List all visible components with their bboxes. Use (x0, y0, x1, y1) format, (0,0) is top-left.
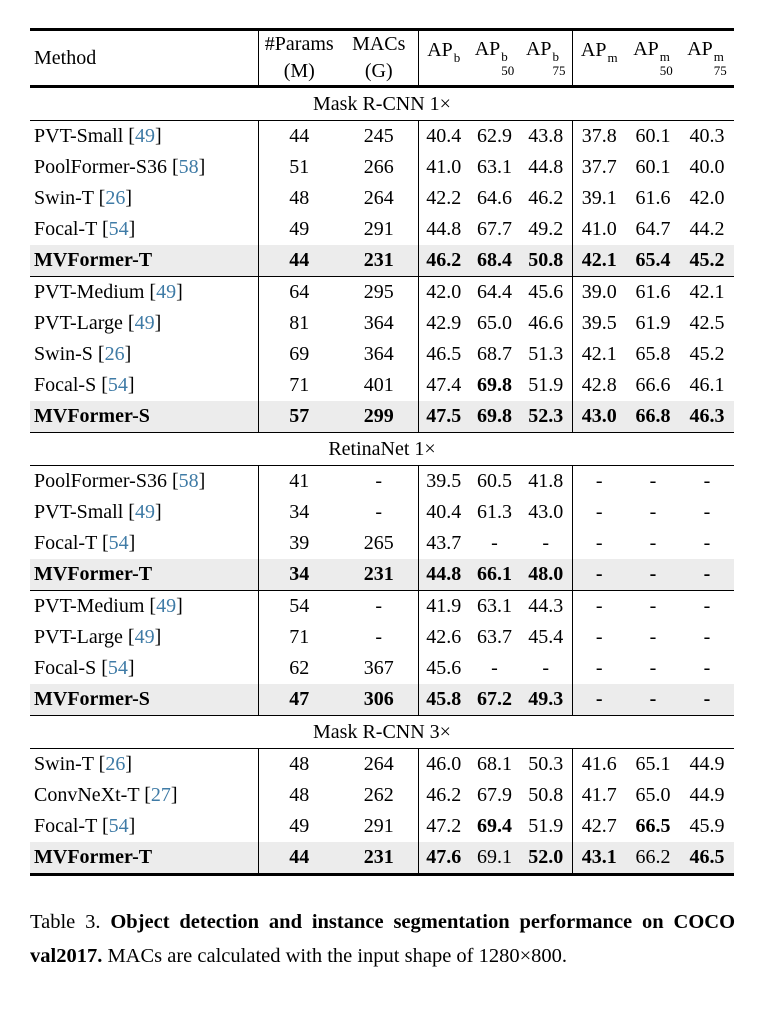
cell-apm: - (572, 466, 626, 498)
cell-apb75: 45.6 (528, 281, 564, 303)
cell-apb75: 48.0 (520, 559, 572, 591)
cell-apb: 46.2 (418, 245, 469, 277)
cell-apb75: 45.4 (528, 626, 564, 648)
cell-macs: - (375, 626, 383, 648)
citation-link[interactable]: 58 (178, 156, 199, 178)
cell-apb75: 50.8 (528, 784, 564, 806)
cell-params: 41 (258, 466, 340, 498)
cell-apm50: 65.0 (635, 784, 671, 806)
table-row (30, 684, 734, 716)
cell-apm: 42.8 (572, 370, 626, 401)
method-cell: PVT-Large [49] (34, 312, 162, 334)
section-title: Mask R-CNN 1× (313, 92, 451, 115)
cell-macs: 401 (363, 374, 394, 396)
cell-apm50: 65.8 (635, 343, 671, 365)
citation-link[interactable]: 54 (108, 532, 129, 554)
table-row (30, 591, 734, 623)
col-header-ap-m: AP m (572, 30, 626, 87)
method-cell: PVT-Medium [49] (34, 281, 183, 303)
method-name: MVFormer-T (34, 563, 153, 585)
method-cell: Focal-T [54] (34, 815, 136, 837)
cell-apb: 40.4 (418, 497, 469, 528)
table-row (30, 370, 734, 401)
cell-apm50: 61.9 (635, 312, 671, 334)
cell-macs: 367 (363, 657, 394, 679)
cell-apm75: 42.0 (689, 187, 725, 209)
cell-apb50: 64.4 (477, 281, 512, 303)
cell-apb50: 68.4 (469, 245, 520, 277)
citation-link[interactable]: 27 (150, 784, 171, 806)
cell-apm: 43.0 (572, 401, 626, 433)
method-name: PVT-Medium (34, 281, 145, 303)
cell-apm75: 44.9 (689, 753, 725, 775)
cell-params: 34 (258, 497, 340, 528)
cell-apb: 44.8 (418, 559, 469, 591)
method-cell (30, 401, 258, 433)
method-name: Focal-T (34, 815, 97, 837)
cell-apm: 41.7 (572, 780, 626, 811)
table-row (30, 121, 734, 153)
section-title: Mask R-CNN 3× (313, 720, 451, 743)
cell-apm75: - (680, 559, 734, 591)
cell-apm50: - (626, 559, 680, 591)
cell-apm50: 65.4 (626, 245, 680, 277)
cell-apb: 46.5 (418, 339, 469, 370)
cell-params: 47 (258, 684, 340, 716)
cell-apb: 39.5 (418, 466, 469, 498)
table-header (30, 30, 734, 87)
cell-params: 71 (258, 622, 340, 653)
method-name: PoolFormer-S36 (34, 156, 167, 178)
cell-macs: 264 (363, 753, 394, 775)
cell-apm75: - (703, 595, 711, 617)
cell-params: 81 (258, 308, 340, 339)
cell-apm75: 45.9 (689, 815, 725, 837)
col-header-ap-m75: AP m 75 (687, 38, 727, 78)
cell-apm75: - (703, 470, 711, 492)
cell-params: 49 (258, 811, 340, 842)
cell-params: 48 (258, 780, 340, 811)
cell-macs: 306 (340, 684, 418, 716)
method-cell: PVT-Small [49] (34, 501, 162, 523)
cell-params: 34 (258, 559, 340, 591)
cell-apb50: 63.1 (477, 156, 512, 178)
method-name: Focal-T (34, 532, 97, 554)
cell-apb50: 63.7 (477, 626, 512, 648)
table-row (30, 183, 734, 214)
cell-apm75: 46.5 (680, 842, 734, 875)
section-title-row (30, 433, 734, 466)
cell-params: 51 (258, 152, 340, 183)
table-row (30, 466, 734, 498)
cell-macs: 231 (340, 842, 418, 875)
cell-apb: 42.6 (418, 622, 469, 653)
cell-apm50: 66.5 (635, 815, 671, 837)
cell-apm75: 45.2 (680, 245, 734, 277)
cell-apb: 46.0 (418, 749, 469, 781)
cell-apb50: 67.9 (477, 784, 512, 806)
method-cell: PoolFormer-S36 [58] (34, 156, 206, 178)
method-name: PVT-Medium (34, 595, 145, 617)
cell-apm75: - (680, 684, 734, 716)
caption-label: Table 3. (30, 911, 101, 933)
cell-apb50: 69.1 (469, 842, 520, 875)
cell-apm: 39.5 (572, 308, 626, 339)
method-cell: PVT-Small [49] (34, 125, 162, 147)
cell-params: 69 (258, 339, 340, 370)
cell-apb: 40.4 (418, 121, 469, 153)
cell-apb: 44.8 (418, 214, 469, 245)
method-cell: ConvNeXt-T [27] (34, 784, 178, 806)
method-name: PVT-Large (34, 312, 123, 334)
cell-apm: 41.6 (572, 749, 626, 781)
cell-macs: 291 (363, 815, 394, 837)
cell-apm: 37.7 (572, 152, 626, 183)
cell-apb75: 50.8 (520, 245, 572, 277)
cell-apb: 43.7 (418, 528, 469, 559)
table-row (30, 749, 734, 781)
cell-apm75: - (703, 626, 711, 648)
cell-macs: - (375, 501, 383, 523)
method-cell: Swin-S [26] (34, 343, 132, 365)
cell-params: 71 (258, 370, 340, 401)
cell-apm50: - (649, 470, 657, 492)
table-row (30, 401, 734, 433)
cell-apb75: - (542, 657, 550, 679)
cell-apm: - (572, 528, 626, 559)
col-header-ap-b75: AP b 75 (525, 38, 566, 78)
cell-apb50: 65.0 (477, 312, 512, 334)
cell-apb: 42.2 (418, 183, 469, 214)
cell-apm75: 40.0 (689, 156, 725, 178)
method-cell: Swin-T [26] (34, 187, 132, 209)
cell-apb: 45.6 (418, 653, 469, 684)
method-name: Swin-T (34, 753, 94, 775)
method-name: Focal-S (34, 374, 97, 396)
cell-macs: 262 (363, 784, 394, 806)
cell-apb50: 66.1 (469, 559, 520, 591)
method-name: MVFormer-S (34, 688, 150, 710)
table-row (30, 559, 734, 591)
cell-macs: - (375, 595, 383, 617)
cell-apm50: 66.2 (626, 842, 680, 875)
cell-apb: 47.4 (418, 370, 469, 401)
method-name: Focal-S (34, 657, 97, 679)
cell-apb75: 41.8 (528, 470, 564, 492)
method-name: PVT-Small (34, 501, 124, 523)
table-row (30, 811, 734, 842)
cell-apb50: 67.2 (469, 684, 520, 716)
cell-apb50: 61.3 (477, 501, 512, 523)
cell-macs: - (375, 470, 383, 492)
cell-apb50: 62.9 (477, 125, 512, 147)
method-name: PoolFormer-S36 (34, 470, 167, 492)
method-name: Swin-S (34, 343, 93, 365)
col-header-ap-b50: AP b 50 (474, 38, 515, 78)
cell-apb75: 50.3 (528, 753, 564, 775)
cell-apb75: 44.8 (528, 156, 564, 178)
method-cell (30, 684, 258, 716)
cell-apm50: 61.6 (635, 187, 671, 209)
table-row (30, 277, 734, 309)
citation-link[interactable]: 26 (104, 343, 125, 365)
cell-params: 57 (258, 401, 340, 433)
cell-apb: 45.8 (418, 684, 469, 716)
cell-apm50: - (649, 595, 657, 617)
cell-apm: - (572, 497, 626, 528)
results-table (30, 28, 734, 876)
cell-apb50: - (491, 532, 498, 554)
cell-params: 54 (258, 591, 340, 623)
cell-apb: 41.0 (418, 152, 469, 183)
citation-link[interactable]: 58 (178, 470, 199, 492)
cell-apm50: 66.6 (635, 374, 671, 396)
cell-apm75: 42.5 (689, 312, 725, 334)
method-name: MVFormer-T (34, 249, 153, 271)
table-row (30, 308, 734, 339)
col-header-method: Method (34, 46, 97, 69)
section-title: RetinaNet 1× (328, 437, 436, 460)
cell-apb75: 43.8 (528, 125, 564, 147)
citation-link[interactable]: 49 (134, 626, 155, 648)
cell-apm75: - (703, 501, 711, 523)
cell-apm75: - (703, 657, 711, 679)
method-name: ConvNeXt-T (34, 784, 140, 806)
cell-apb75: 46.2 (528, 187, 564, 209)
table-row (30, 245, 734, 277)
cell-apb50: 67.7 (477, 218, 512, 240)
cell-apb: 42.9 (418, 308, 469, 339)
cell-apb50: - (491, 657, 498, 679)
cell-apm75: 46.1 (689, 374, 725, 396)
table-row (30, 497, 734, 528)
cell-apm50: 66.8 (626, 401, 680, 433)
cell-apm: 42.7 (572, 811, 626, 842)
citation-link[interactable]: 49 (156, 595, 177, 617)
cell-apm75: 44.9 (689, 784, 725, 806)
cell-apm50: 60.1 (635, 125, 671, 147)
cell-apb50: 69.4 (477, 815, 512, 837)
col-header-ap-b: AP b (418, 30, 469, 87)
cell-apm: 42.1 (572, 339, 626, 370)
cell-macs: 295 (363, 281, 394, 303)
citation-link[interactable]: 54 (108, 815, 129, 837)
cell-apb75: 51.9 (528, 815, 564, 837)
cell-apm75: 40.3 (689, 125, 725, 147)
cell-macs: 299 (340, 401, 418, 433)
method-name: PVT-Small (34, 125, 124, 147)
table-row (30, 622, 734, 653)
cell-apb: 47.5 (418, 401, 469, 433)
citation-link[interactable]: 26 (105, 753, 126, 775)
cell-apm75: 44.2 (689, 218, 725, 240)
cell-apm50: - (626, 684, 680, 716)
caption-title: Object detection and instance segmentation performance on COCO val2017. (30, 911, 736, 967)
cell-macs: 231 (340, 559, 418, 591)
cell-apm: 43.1 (572, 842, 626, 875)
cell-params: 39 (258, 528, 340, 559)
cell-apm50: - (649, 657, 657, 679)
cell-apm: - (572, 622, 626, 653)
cell-apm: - (572, 559, 626, 591)
cell-apm: 41.0 (572, 214, 626, 245)
citation-link[interactable]: 49 (134, 125, 155, 147)
cell-apm50: 60.1 (635, 156, 671, 178)
method-name: Swin-T (34, 187, 94, 209)
citation-link[interactable]: 49 (134, 312, 155, 334)
method-cell: Focal-T [54] (34, 532, 136, 554)
section-title-row (30, 716, 734, 749)
cell-macs: 266 (363, 156, 394, 178)
section-title-row (30, 87, 734, 121)
table-row (30, 653, 734, 684)
citation-link[interactable]: 54 (107, 374, 128, 396)
cell-apb: 41.9 (418, 591, 469, 623)
cell-apb50: 63.1 (477, 595, 512, 617)
cell-params: 44 (258, 245, 340, 277)
method-cell (30, 842, 258, 875)
cell-apm50: - (649, 532, 657, 554)
cell-apb50: 69.8 (469, 401, 520, 433)
cell-apm50: 65.1 (635, 753, 671, 775)
method-cell: Focal-T [54] (34, 218, 136, 240)
table-caption (30, 906, 735, 973)
cell-macs: 245 (363, 125, 394, 147)
cell-apb50: 69.8 (477, 374, 512, 396)
cell-apb75: 49.2 (528, 218, 564, 240)
citation-link[interactable]: 54 (107, 657, 128, 679)
cell-params: 62 (258, 653, 340, 684)
citation-link[interactable]: 54 (108, 218, 129, 240)
cell-apm75: - (703, 532, 711, 554)
cell-apm50: - (649, 501, 657, 523)
citation-link[interactable]: 49 (156, 281, 177, 303)
cell-apm75: 45.2 (689, 343, 725, 365)
cell-apb50: 68.7 (477, 343, 512, 365)
cell-apm50: 61.6 (635, 281, 671, 303)
cell-apb50: 68.1 (477, 753, 512, 775)
col-header-ap-m50: AP m 50 (633, 38, 673, 78)
cell-apb50: 60.5 (477, 470, 512, 492)
method-name: Focal-T (34, 218, 97, 240)
method-cell (30, 245, 258, 277)
caption-text: MACs are calculated with the input shape of 1280×800. (107, 944, 568, 967)
cell-params: 48 (258, 749, 340, 781)
cell-apb75: 52.0 (520, 842, 572, 875)
cell-apb75: 49.3 (520, 684, 572, 716)
cell-apb: 42.0 (418, 277, 469, 309)
cell-apm: - (572, 653, 626, 684)
method-cell: PoolFormer-S36 [58] (34, 470, 206, 492)
cell-macs: 364 (363, 343, 394, 365)
method-name: MVFormer-S (34, 405, 150, 427)
cell-apm: - (572, 591, 626, 623)
cell-apm: 37.8 (572, 121, 626, 153)
cell-apb75: 46.6 (528, 312, 564, 334)
cell-params: 49 (258, 214, 340, 245)
cell-apb75: 44.3 (528, 595, 564, 617)
table-row (30, 152, 734, 183)
cell-apb75: 51.9 (528, 374, 564, 396)
cell-apm: 39.0 (572, 277, 626, 309)
cell-apm: - (572, 684, 626, 716)
col-header-params: #Params (M) (258, 30, 340, 87)
cell-apb75: - (542, 532, 550, 554)
cell-apb75: 51.3 (528, 343, 564, 365)
method-name: MVFormer-T (34, 846, 153, 868)
table-row (30, 214, 734, 245)
method-cell: Focal-S [54] (34, 374, 135, 396)
cell-apm: 39.1 (572, 183, 626, 214)
cell-apm50: - (649, 626, 657, 648)
cell-macs: 264 (363, 187, 394, 209)
col-header-macs: MACs (G) (352, 33, 406, 82)
table-row (30, 780, 734, 811)
cell-macs: 291 (363, 218, 394, 240)
cell-apb: 47.6 (418, 842, 469, 875)
cell-apb: 47.2 (418, 811, 469, 842)
cell-apb50: 64.6 (477, 187, 512, 209)
table-row (30, 842, 734, 875)
cell-apb75: 43.0 (528, 501, 564, 523)
method-cell: Swin-T [26] (34, 753, 132, 775)
table-row (30, 528, 734, 559)
cell-apm: 42.1 (572, 245, 626, 277)
method-cell: PVT-Medium [49] (34, 595, 183, 617)
cell-apm75: 42.1 (689, 281, 725, 303)
cell-params: 64 (258, 277, 340, 309)
method-cell (30, 559, 258, 591)
cell-macs: 265 (363, 532, 394, 554)
cell-params: 44 (258, 121, 340, 153)
method-name: PVT-Large (34, 626, 123, 648)
citation-link[interactable]: 26 (105, 187, 126, 209)
cell-apm75: 46.3 (680, 401, 734, 433)
method-cell: PVT-Large [49] (34, 626, 162, 648)
cell-params: 48 (258, 183, 340, 214)
cell-params: 44 (258, 842, 340, 875)
citation-link[interactable]: 49 (134, 501, 155, 523)
cell-macs: 231 (340, 245, 418, 277)
table-row (30, 339, 734, 370)
cell-macs: 364 (363, 312, 394, 334)
cell-apm50: 64.7 (635, 218, 671, 240)
cell-apb: 46.2 (418, 780, 469, 811)
method-cell: Focal-S [54] (34, 657, 135, 679)
cell-apb75: 52.3 (520, 401, 572, 433)
